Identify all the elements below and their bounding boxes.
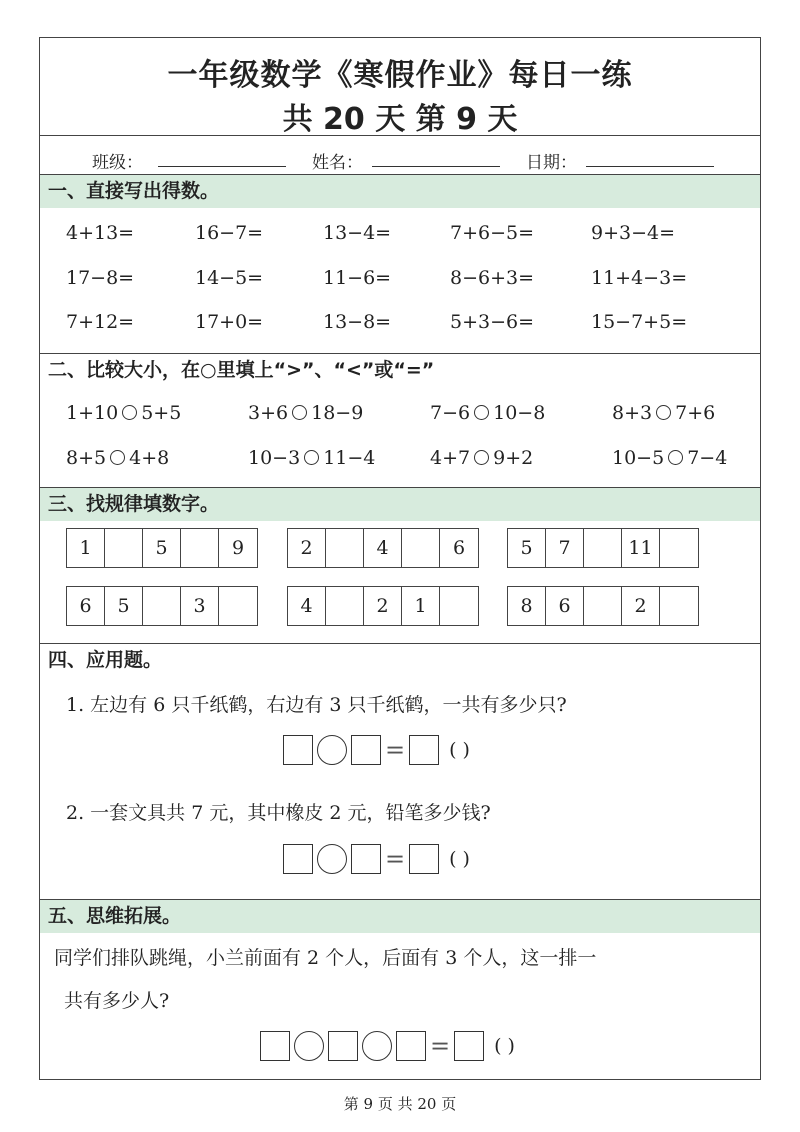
arithmetic-problem: 5+3−6= xyxy=(450,311,535,333)
blank-cell[interactable] xyxy=(402,529,440,567)
number-cell: 11 xyxy=(622,529,660,567)
comparison-right: 7+6 xyxy=(675,402,716,424)
equals-sign: = xyxy=(385,845,406,873)
number-cell: 3 xyxy=(181,587,219,625)
comparison-left: 8+5 xyxy=(66,447,107,469)
title-block xyxy=(40,38,760,137)
blank-cell[interactable] xyxy=(660,529,698,567)
blank-cell[interactable] xyxy=(584,587,622,625)
equals-sign: = xyxy=(430,1032,451,1060)
operator-circle[interactable] xyxy=(294,1031,324,1061)
section-2-heading: 二、比较大小，在○里填上“>”、“<”或“=” xyxy=(48,359,435,381)
comparison-left: 7−6 xyxy=(430,402,471,424)
unit-parentheses[interactable]: ( ) xyxy=(449,739,470,761)
number-cell: 6 xyxy=(67,587,105,625)
compare-circle[interactable] xyxy=(110,450,125,465)
arithmetic-problem: 7+6−5= xyxy=(450,222,535,244)
number-cell: 4 xyxy=(364,529,402,567)
comparison-right: 11−4 xyxy=(323,447,376,469)
blank-cell[interactable] xyxy=(660,587,698,625)
section-1-heading: 一、直接写出得数。 xyxy=(40,175,760,208)
pattern-grid xyxy=(287,528,479,568)
section-5-heading: 五、思维拓展。 xyxy=(40,900,760,933)
answer-row-2 xyxy=(283,844,470,874)
comparison-right: 9+2 xyxy=(493,447,534,469)
arithmetic-problem: 9+3−4= xyxy=(591,222,676,244)
unit-parentheses[interactable]: ( ) xyxy=(494,1035,515,1057)
blank-cell[interactable] xyxy=(584,529,622,567)
compare-circle[interactable] xyxy=(668,450,683,465)
arithmetic-problem: 11+4−3= xyxy=(591,267,688,289)
result-box[interactable] xyxy=(409,844,439,874)
comparison-problem xyxy=(430,447,533,469)
number-cell: 7 xyxy=(546,529,584,567)
operator-circle[interactable] xyxy=(317,844,347,874)
number-cell: 4 xyxy=(288,587,326,625)
comparison-left: 4+7 xyxy=(430,447,471,469)
number-cell: 1 xyxy=(402,587,440,625)
number-cell: 2 xyxy=(622,587,660,625)
blank-cell[interactable] xyxy=(440,587,478,625)
number-cell: 1 xyxy=(67,529,105,567)
compare-circle[interactable] xyxy=(474,405,489,420)
answer-box[interactable] xyxy=(351,844,381,874)
blank-cell[interactable] xyxy=(326,529,364,567)
pattern-grid xyxy=(507,528,699,568)
comparison-left: 8+3 xyxy=(612,402,653,424)
answer-row-1 xyxy=(283,735,470,765)
number-cell: 5 xyxy=(143,529,181,567)
blank-cell[interactable] xyxy=(326,587,364,625)
arithmetic-problem: 15−7+5= xyxy=(591,311,688,333)
blank-cell[interactable] xyxy=(105,529,143,567)
arithmetic-problem: 4+13= xyxy=(66,222,135,244)
name-field[interactable] xyxy=(372,166,500,167)
pattern-grid xyxy=(66,586,258,626)
date-field[interactable] xyxy=(586,166,714,167)
arithmetic-problem: 8−6+3= xyxy=(450,267,535,289)
number-cell: 9 xyxy=(231,537,245,559)
number-cell: 5 xyxy=(508,529,546,567)
question-1: 1. 左边有 6 只千纸鹤，右边有 3 只千纸鹤，一共有多少只? xyxy=(66,694,567,716)
title-line-2: 共 20 天 第 9 天 xyxy=(282,102,518,137)
comparison-problem xyxy=(66,447,169,469)
comparison-right: 5+5 xyxy=(141,402,182,424)
comparison-problem xyxy=(248,447,375,469)
operator-circle[interactable] xyxy=(317,735,347,765)
answer-row-3 xyxy=(260,1031,515,1061)
number-cell: 5 xyxy=(105,587,143,625)
comparison-right: 18−9 xyxy=(311,402,364,424)
equals-sign: = xyxy=(385,736,406,764)
number-cell: 2 xyxy=(288,529,326,567)
comparison-left: 10−5 xyxy=(612,447,665,469)
name-label: 姓名： xyxy=(312,153,363,173)
answer-box[interactable] xyxy=(351,735,381,765)
thinking-text-line-2: 共有多少人? xyxy=(64,990,170,1012)
comparison-left: 1+10 xyxy=(66,402,119,424)
arithmetic-problem: 11−6= xyxy=(323,267,392,289)
comparison-right: 7−4 xyxy=(687,447,728,469)
arithmetic-problem: 14−5= xyxy=(195,267,264,289)
compare-circle[interactable] xyxy=(474,450,489,465)
compare-circle[interactable] xyxy=(292,405,307,420)
comparison-right: 4+8 xyxy=(129,447,170,469)
title-line-1: 一年级数学《寒假作业》每日一练 xyxy=(167,58,633,93)
arithmetic-problem: 13−8= xyxy=(323,311,392,333)
number-cell: 8 xyxy=(508,587,546,625)
section-3-heading: 三、找规律填数字。 xyxy=(40,488,760,521)
arithmetic-problem: 17−8= xyxy=(66,267,135,289)
arithmetic-problem: 16−7= xyxy=(195,222,264,244)
section-4-heading: 四、应用题。 xyxy=(48,649,163,671)
compare-circle[interactable] xyxy=(656,405,671,420)
question-2: 2. 一套文具共 7 元，其中橡皮 2 元，铅笔多少钱? xyxy=(66,802,491,824)
class-label: 班级： xyxy=(92,153,143,173)
operator-circle[interactable] xyxy=(362,1031,392,1061)
blank-cell[interactable] xyxy=(181,529,219,567)
compare-circle[interactable] xyxy=(122,405,137,420)
arithmetic-problem: 13−4= xyxy=(323,222,392,244)
arithmetic-problem: 17+0= xyxy=(195,311,264,333)
comparison-left: 3+6 xyxy=(248,402,289,424)
number-cell: 2 xyxy=(364,587,402,625)
page-footer: 第 9 页 共 20 页 xyxy=(343,1095,457,1113)
worksheet xyxy=(39,37,761,1080)
comparison-right: 10−8 xyxy=(493,402,546,424)
answer-box[interactable] xyxy=(283,735,313,765)
comparison-problem xyxy=(430,402,545,424)
info-row xyxy=(40,144,760,174)
blank-cell[interactable] xyxy=(219,587,257,625)
arithmetic-problem: 7+12= xyxy=(66,311,135,333)
compare-circle[interactable] xyxy=(304,450,319,465)
comparison-left: 10−3 xyxy=(248,447,301,469)
answer-box[interactable] xyxy=(396,1031,426,1061)
result-box[interactable] xyxy=(409,735,439,765)
date-label: 日期： xyxy=(526,153,577,173)
pattern-grid xyxy=(287,586,479,626)
pattern-grid xyxy=(66,528,258,568)
number-cell: 6 xyxy=(546,587,584,625)
number-cell: 6 xyxy=(452,537,466,559)
comparison-problem xyxy=(612,447,727,469)
answer-box[interactable] xyxy=(328,1031,358,1061)
comparison-problem xyxy=(66,402,181,424)
comparison-problem xyxy=(248,402,363,424)
pattern-grid xyxy=(507,586,699,626)
result-box[interactable] xyxy=(454,1031,484,1061)
blank-cell[interactable] xyxy=(143,587,181,625)
comparison-problem xyxy=(612,402,715,424)
divider xyxy=(40,135,760,136)
answer-box[interactable] xyxy=(283,844,313,874)
unit-parentheses[interactable]: ( ) xyxy=(449,848,470,870)
answer-box[interactable] xyxy=(260,1031,290,1061)
thinking-text-line-1: 同学们排队跳绳，小兰前面有 2 个人，后面有 3 个人，这一排一 xyxy=(54,947,597,969)
class-field[interactable] xyxy=(158,166,286,167)
